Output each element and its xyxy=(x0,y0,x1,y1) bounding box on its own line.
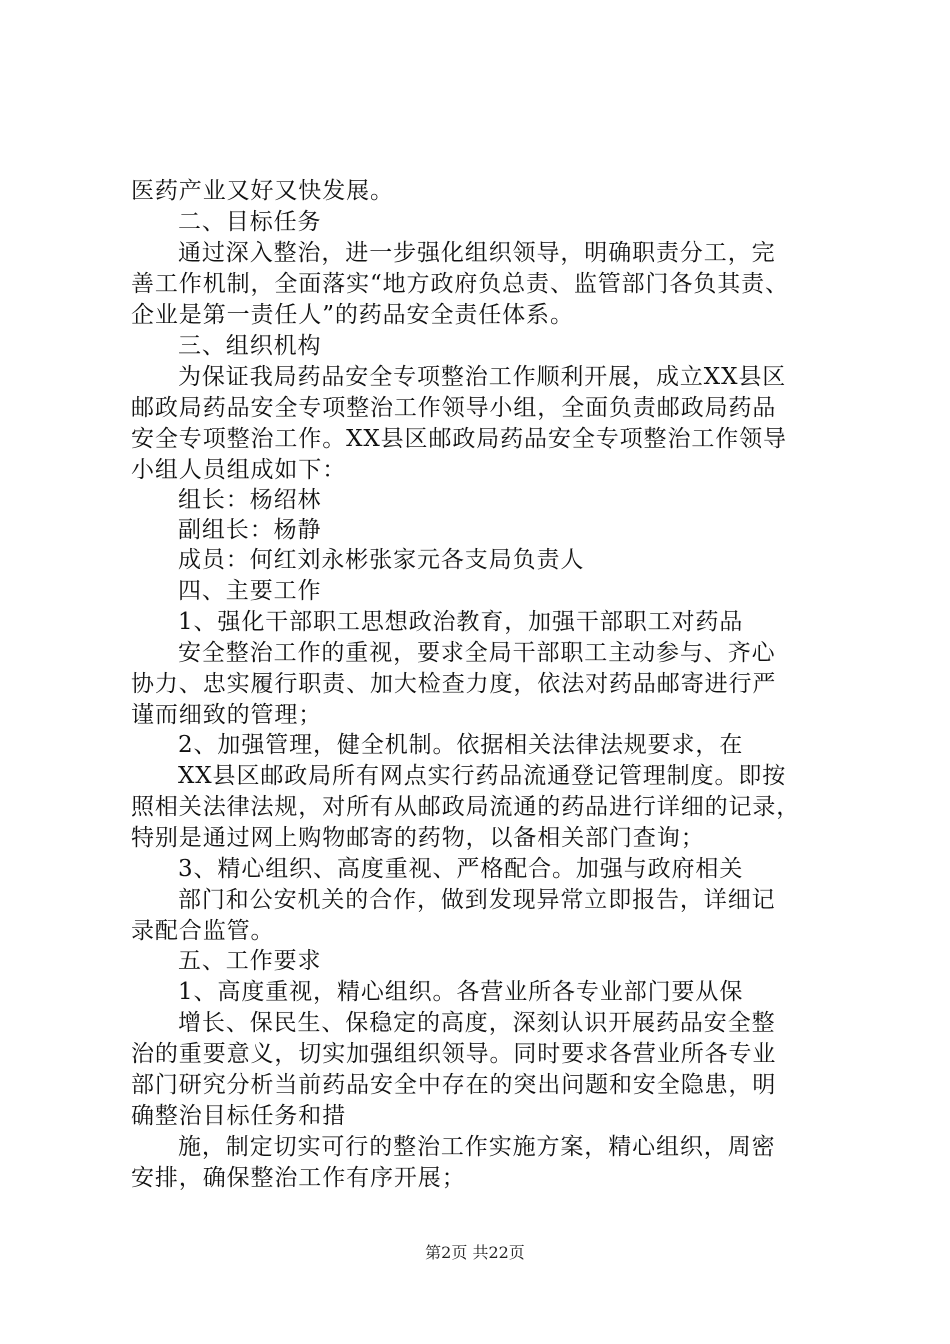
text-line: 特别是通过网上购物邮寄的药物，以备相关部门查询； xyxy=(131,825,705,851)
text-line: XX县区邮政局所有网点实行药品流通登记管理制度。即按 xyxy=(178,763,787,789)
text-line: 治的重要意义，切实加强组织领导。同时要求各营业所各专业 xyxy=(131,1041,777,1067)
text-line: 1、高度重视，精心组织。各营业所各专业部门要从保 xyxy=(178,979,744,1005)
text-line: 照相关法律法规，对所有从邮政局流通的药品进行详细的记录， xyxy=(131,794,801,820)
text-line: 3、精心组织、高度重视、严格配合。加强与政府相关 xyxy=(178,856,744,882)
text-line: 善工作机制，全面落实“地方政府负总责、监管部门各负其责、 xyxy=(131,271,789,297)
section-heading: 三、组织机构 xyxy=(178,333,322,359)
text-line: 安全整治工作的重视，要求全局干部职工主动参与、齐心 xyxy=(178,640,776,666)
text-line: 增长、保民生、保稳定的高度，深刻认识开展药品安全整 xyxy=(178,1010,776,1036)
text-line: 1、强化干部职工思想政治教育，加强干部职工对药品 xyxy=(178,609,744,635)
text-line: 通过深入整治，进一步强化组织领导，明确职责分工，完 xyxy=(178,240,776,266)
text-line: 安排，确保整治工作有序开展； xyxy=(131,1165,466,1191)
text-line: 组长：杨绍林 xyxy=(178,487,322,513)
text-line: 邮政局药品安全专项整治工作领导小组，全面负责邮政局药品 xyxy=(131,395,777,421)
text-line: 录配合监管。 xyxy=(131,918,275,944)
text-line: 成员：何红刘永彬张家元各支局负责人 xyxy=(178,547,585,573)
text-line: 部门研究分析当前药品安全中存在的突出问题和安全隐患，明 xyxy=(131,1072,777,1098)
text-line: 医药产业又好又快发展。 xyxy=(131,178,394,204)
text-line: 为保证我局药品安全专项整治工作顺利开展，成立XX县区 xyxy=(178,364,787,390)
text-line: 副组长：杨静 xyxy=(178,517,322,543)
text-line: 企业是第一责任人”的药品安全责任体系。 xyxy=(131,302,574,328)
text-line: 安全专项整治工作。XX县区邮政局药品安全专项整治工作领导 xyxy=(131,426,787,452)
section-heading: 四、主要工作 xyxy=(178,578,322,604)
text-line: 部门和公安机关的合作，做到发现异常立即报告，详细记 xyxy=(178,887,776,913)
section-heading: 五、工作要求 xyxy=(178,948,322,974)
page-number-footer: 第2页 共22页 xyxy=(425,1243,525,1262)
text-line: 谨而细致的管理； xyxy=(131,702,323,728)
text-line: 确整治目标任务和措 xyxy=(131,1103,347,1129)
text-line: 施，制定切实可行的整治工作实施方案，精心组织，周密 xyxy=(178,1134,776,1160)
text-line: 2、加强管理，健全机制。依据相关法律法规要求，在 xyxy=(178,732,744,758)
text-line: 小组人员组成如下： xyxy=(131,457,347,483)
text-line: 协力、忠实履行职责、加大检查力度，依法对药品邮寄进行严 xyxy=(131,671,777,697)
section-heading: 二、目标任务 xyxy=(178,209,322,235)
